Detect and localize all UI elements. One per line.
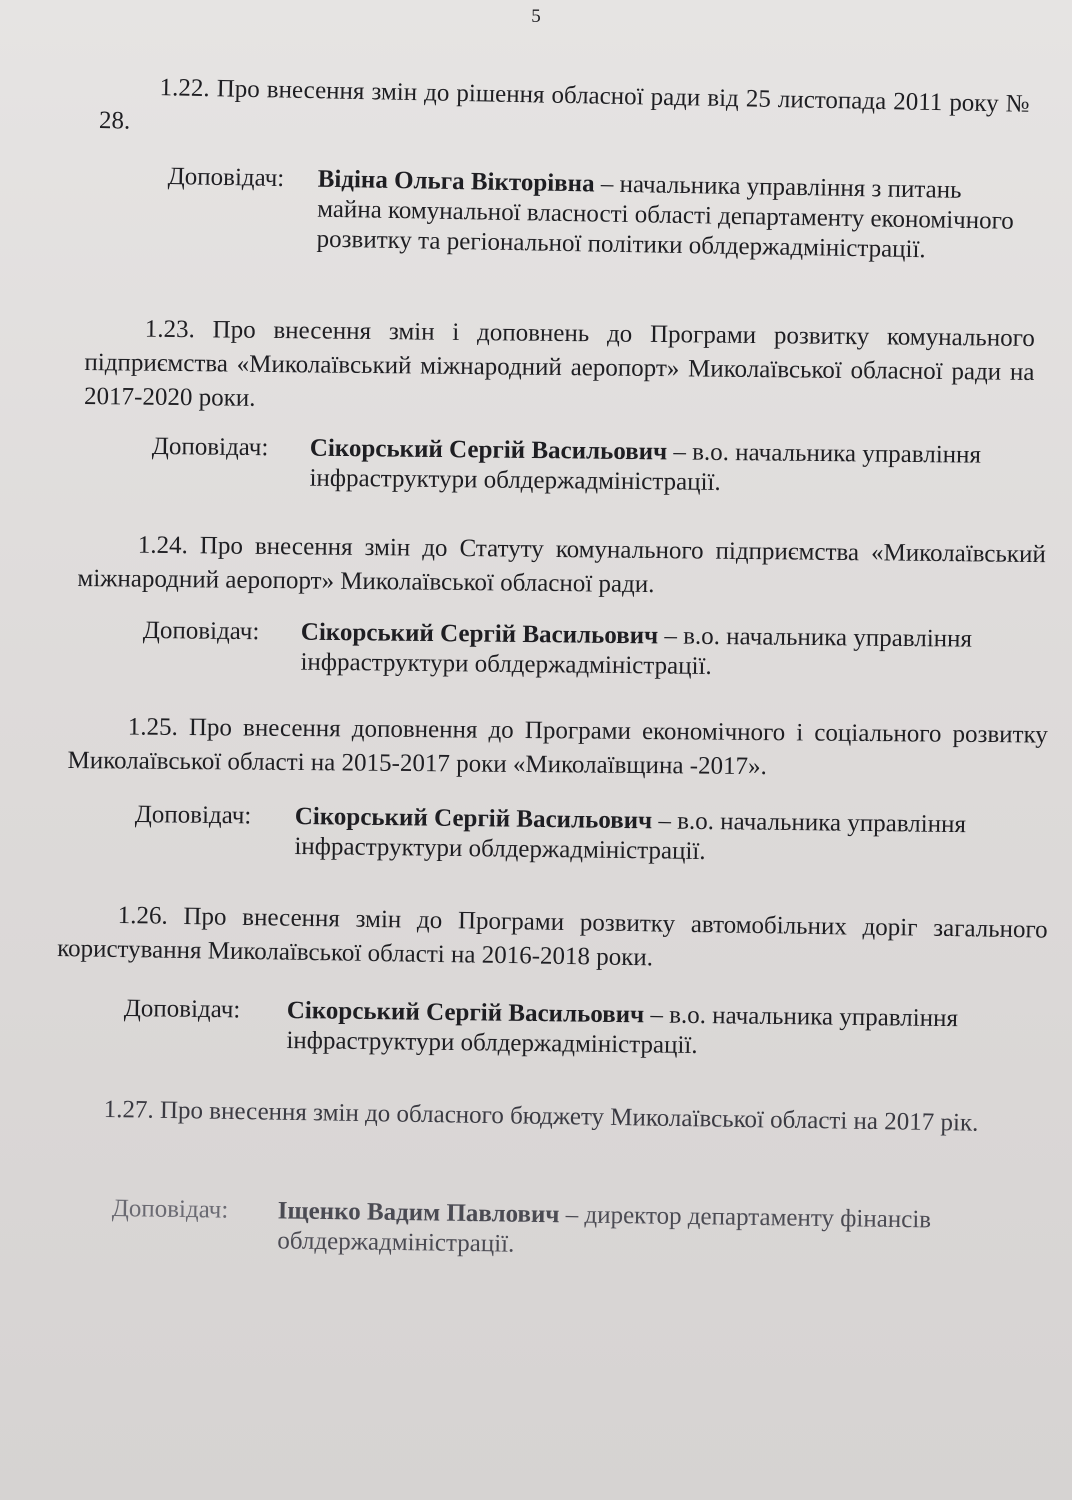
speaker-name: Відіна Ольга Вікторівна [317,165,595,198]
speaker-role: – в.о. начальника управління інфраструктури облдержадміністрації. [294,807,967,865]
speaker-block-1-27 [111,1194,972,1286]
speaker-label: Доповідач: [123,994,241,1024]
agenda-item-1-27 [43,1092,1051,1142]
speaker-block-1-24 [142,616,1003,705]
speaker-description [294,802,1005,871]
speaker-role: – директор департаменту фінансів облдержадміністрації. [277,1201,932,1258]
speaker-name: Сікорський Сергій Васильович [300,618,659,650]
speaker-role: – в.о. начальника управління інфраструктури облдержадміністрації. [286,1001,959,1060]
agenda-item-1-23 [84,312,1035,424]
speaker-label: Доповідач: [167,162,285,193]
speaker-description [300,618,1011,685]
speaker-description [277,1196,988,1266]
speaker-description [309,434,1020,501]
item-text: Про внесення змін до Статуту комунального підприємства «Миколаївський міжнародний аеропорт» Миколаївської обласної ради. [77,532,1046,599]
item-text: Про внесення змін до обласного бюджету Миколаївської області на 2017 рік. [159,1096,979,1137]
speaker-block-1-25 [134,800,995,891]
item-number: 1.26. [117,901,168,930]
item-text: Про внесення змін до Програми розвитку автомобільних доріг загального користування Миколаївської області на 2016-2018 роки. [56,902,1048,972]
speaker-name: Сікорський Сергій Васильович [309,434,668,466]
item-text: Про внесення доповнення до Програми економічного і соціального розвитку Миколаївської області на 2015-2017 роки «Миколаївщина -2017». [67,714,1048,781]
speaker-label: Доповідач: [134,800,252,830]
speaker-name: Сікорський Сергій Васильович [294,802,653,835]
speaker-name: Сікорський Сергій Васильович [286,996,645,1029]
speaker-description [316,165,1027,267]
page-number: 5 [531,6,541,27]
item-number: 1.25. [127,713,178,741]
speaker-block-1-26 [123,994,984,1085]
speaker-role: – в.о. начальника управління інфраструктури облдержадміністрації. [300,622,973,680]
speaker-label: Доповідач: [151,432,269,462]
speaker-block-1-22 [166,162,1028,307]
item-number: 1.22. [159,74,210,103]
agenda-item-1-26 [57,898,1048,982]
item-number: 1.27. [103,1095,154,1124]
speaker-role: – в.о. начальника управління інфраструктури облдержадміністрації. [309,438,982,496]
item-text: Про внесення змін до рішення обласної ради від 25 листопада 2011 року № 28. [98,75,1030,135]
speaker-role: – начальника управління з питань майна комунальної власності області департаменту економічного розвитку та регіональної політики облдержадміністрації. [316,170,1014,264]
agenda-item-1-25 [67,710,1048,787]
agenda-item-1-24 [77,528,1046,606]
item-number: 1.23. [144,315,195,344]
speaker-name: Іщенко Вадим Павлович [277,1197,560,1229]
speaker-label: Доповідач: [142,616,260,646]
speaker-description [286,996,997,1065]
agenda-item-1-22 [99,70,1030,156]
speaker-block-1-23 [151,432,1012,521]
speaker-label: Доповідач: [111,1194,229,1224]
item-number: 1.24. [137,531,188,560]
item-text: Про внесення змін і доповнень до Програми розвитку комунального підприємства «Миколаївський міжнародний аеропорт» Миколаївської обласної ради на 2017-2020 роки. [83,316,1035,412]
